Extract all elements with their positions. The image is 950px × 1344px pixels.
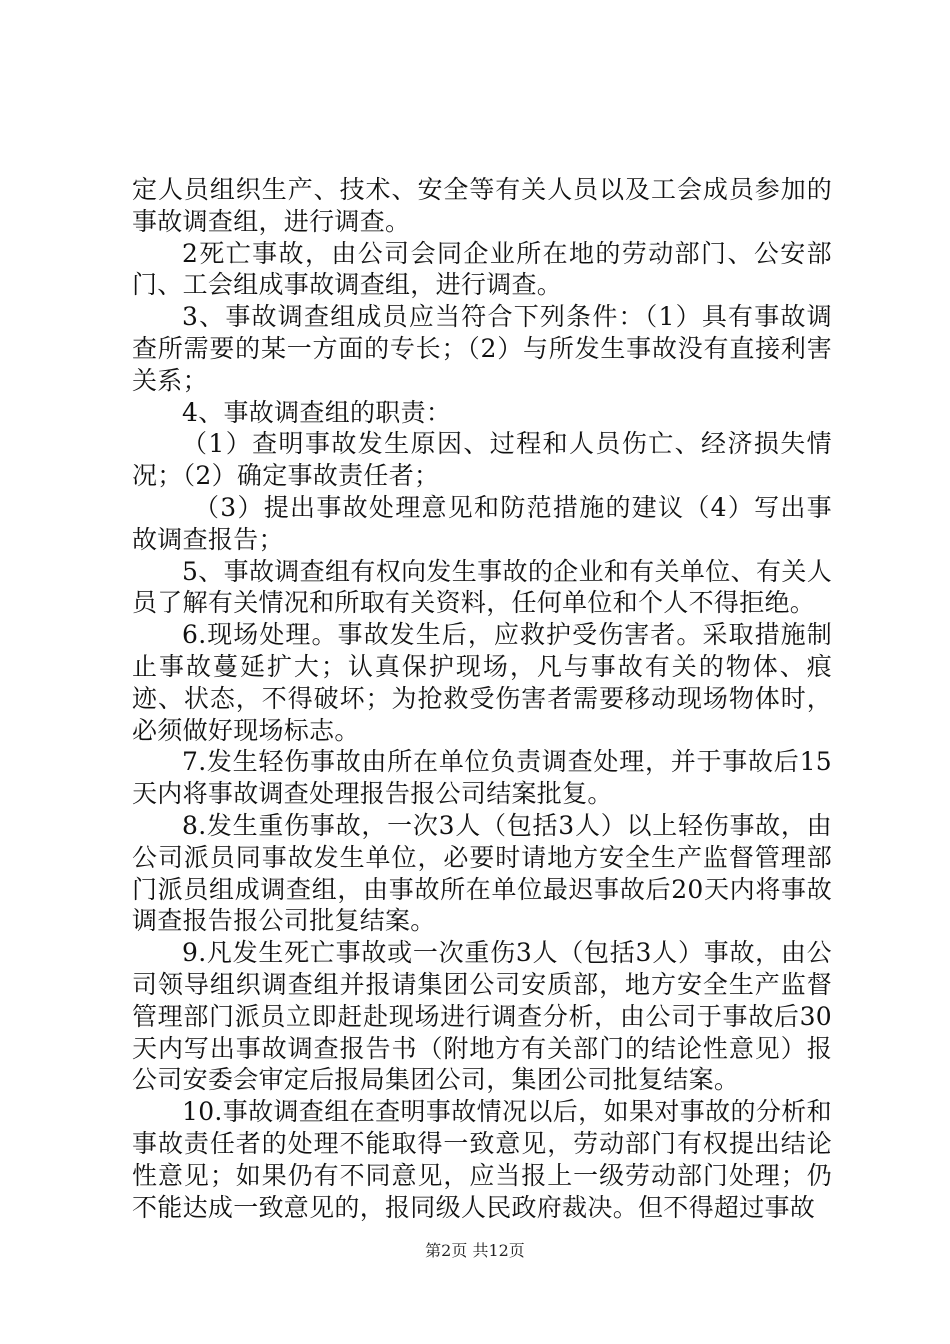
- paragraph-minor-injury: 7.发生轻伤事故由所在单位负责调查处理，并于事故后15天内将事故调查处理报告报公司结案批复。: [132, 747, 832, 809]
- paragraph-team-duties: 4、事故调查组的职责：: [182, 397, 452, 427]
- paragraph-duty-3-4: （3）提出事故处理意见和防范措施的建议（4）写出事故调查报告；: [132, 492, 832, 554]
- paragraph-duty-1-2: （1）查明事故发生原因、过程和人员伤亡、经济损失情况；（2）确定事故责任者；: [132, 429, 832, 491]
- paragraph-serious-injury: 8.发生重伤事故，一次3人（包括3人）以上轻伤事故，由公司派员同事故发生单位，必要时请地方安全生产监督管理部门派员组成调查组，由事故所在单位最迟事故后20天内将事故调查报告报公司批复结案。: [132, 810, 832, 936]
- paragraph-team-rights: 5、事故调查组有权向发生事故的企业和有关单位、有关人员了解有关情况和所取有关资料，任何单位和个人不得拒绝。: [132, 556, 832, 618]
- paragraph-site-handling: 6.现场处理。事故发生后，应救护受伤害者。采取措施制止事故蔓延扩大；认真保护现场，凡与事故有关的物体、痕迹、状态，不得破坏；为抢救受伤害者需要移动现场物体时，必须做好现场标志。: [132, 620, 832, 745]
- page-footer: [0, 1238, 950, 1261]
- paragraph-team-conditions: 3、事故调查组成员应当符合下列条件：（1）具有事故调查所需要的某一方面的专长；（2）与所发生事故没有直接利害关系；: [132, 302, 832, 395]
- paragraph-fatal-accident: 2死亡事故，由公司会同企业所在地的劳动部门、公安部门、工会组成事故调查组，进行调查。: [132, 238, 832, 300]
- page-indicator: 第2页 共12页: [425, 1241, 525, 1260]
- paragraph-continuation: 定人员组织生产、技术、安全等有关人员以及工会成员参加的事故调查组，进行调查。: [132, 175, 832, 236]
- paragraph-death-accident: 9.凡发生死亡事故或一次重伤3人（包括3人）事故，由公司领导组织调查组并报请集团公司安质部，地方安全生产监督管理部门派员立即赶赴现场进行调查分析，由公司于事故后30天内写出事故调查报告书（附地方有关部门的结论性意见）报公司安委会审定后报局集团公司，集团公司批复结案。: [132, 938, 832, 1095]
- paragraph-disagreement: 10.事故调查组在查明事故情况以后，如果对事故的分析和事故责任者的处理不能取得一致意见，劳动部门有权提出结论性意见；如果仍有不同意见，应当报上一级劳动部门处理；仍不能达成一致意见的，报同级人民政府裁决。但不得超过事故: [132, 1097, 832, 1222]
- document-body: [132, 174, 832, 1223]
